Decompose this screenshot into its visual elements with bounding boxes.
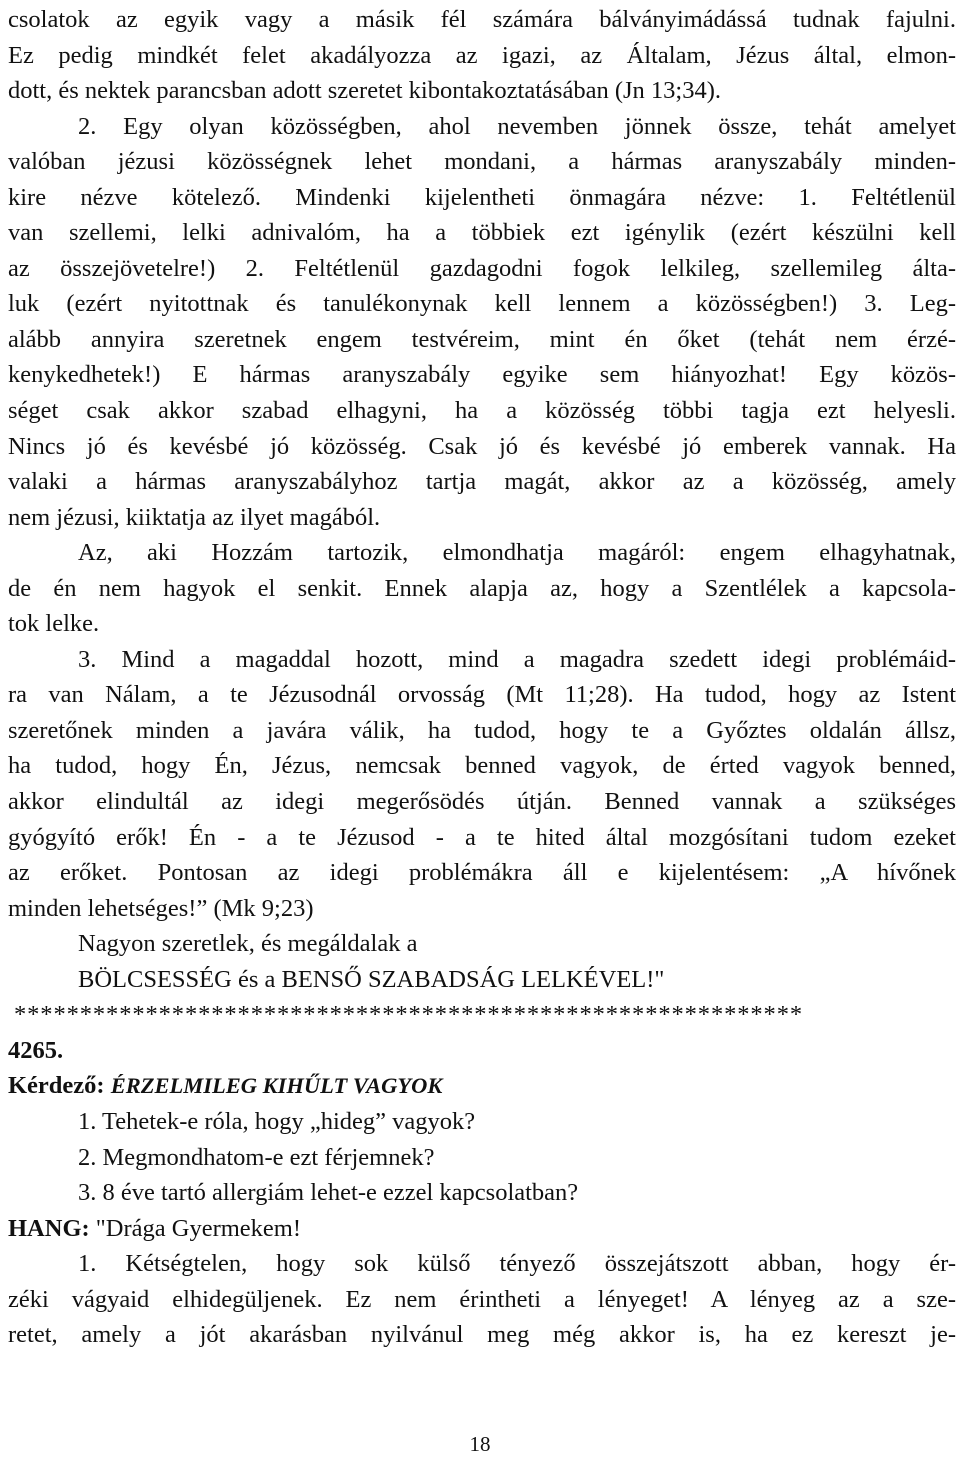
answer-label: HANG:	[8, 1214, 90, 1242]
body-line-9: luk (ezért nyitottnak és tanulékonynak kell lennem a közösségben!) 3. Leg-	[8, 290, 956, 318]
page-content	[8, 2, 956, 1353]
body-line-20: ra van Nálam, a te Jézusodnál orvosság (Mt 11;28). Ha tudod, hogy az Istent	[8, 681, 956, 709]
body-line-21: szeretőnek minden a javára válik, ha tudod, hogy te a Győztes oldalán állsz,	[8, 716, 956, 744]
body-line-11: kenykedhetek!) E hármas aranyszabály egyike sem hiányozhat! Egy közös-	[8, 361, 956, 389]
closing-line-1: Nagyon szeretlek, és megáldalak a	[78, 930, 418, 958]
page-number: 18	[469, 1432, 491, 1456]
body-line-2: Ez pedig mindkét felet akadályozza az igazi, az Általam, Jézus által, elmon-	[8, 41, 956, 69]
question-item-3: 3. 8 éve tartó allergiám lehet-e ezzel kapcsolatban?	[78, 1179, 579, 1207]
body-line-22: ha tudod, hogy Én, Jézus, nemcsak benned vagyok, de érted vagyok benned,	[8, 752, 956, 780]
question-item-1: 1. Tehetek-e róla, hogy „hideg” vagyok?	[78, 1107, 476, 1135]
answer-line-3: retet, amely a jót akarásban nyilvánul meg még akkor is, ha ez kereszt je-	[8, 1321, 956, 1349]
body-line-13: Nincs jó és kevésbé jó közösség. Csak jó és kevésbé jó emberek vannak. Ha	[8, 432, 956, 460]
question-label: Kérdező:	[8, 1072, 105, 1100]
answer-greeting: "Drága Gyermekem!	[95, 1214, 302, 1242]
body-line-5: valóban jézusi közösségnek lehet mondani, a hármas aranyszabály minden-	[8, 148, 956, 176]
answer-line-2: zéki vágyaid elhidegüljenek. Ez nem érintheti a lényeget! A lényeg az a sze-	[8, 1285, 956, 1313]
body-line-25: az erőket. Pontosan az idegi problémákra áll e kijelentésem: „A hívőnek	[8, 859, 956, 887]
question-item-2: 2. Megmondhatom-e ezt férjemnek?	[78, 1143, 435, 1171]
body-line-1: csolatok az egyik vagy a másik fél számára bálványimádássá tudnak fajulni.	[8, 6, 956, 33]
body-line-19: 3. Mind a magaddal hozott, mind a magadra szedett idegi problémáid-	[78, 645, 956, 673]
body-line-16: Az, aki Hozzám tartozik, elmondhatja magáról: engem elhagyhatnak,	[78, 539, 956, 567]
body-line-14: valaki a hármas aranyszabályhoz tartja magát, akkor az a közösség, amely	[8, 468, 956, 496]
message-number: 4265.	[8, 1036, 64, 1064]
body-line-6: kire nézve kötelező. Mindenki kijelentheti önmagára nézve: 1. Feltétlenül	[8, 183, 956, 211]
body-line-15: nem jézusi, kiiktatja az ilyet magából.	[8, 503, 381, 531]
body-line-24: gyógyító erők! Én - a te Jézusod - a te hited által mozgósítani tudom ezeket	[8, 823, 956, 851]
answer-heading	[8, 1211, 956, 1247]
closing-line-2: BÖLCSESSÉG és a BENSŐ SZABADSÁG LELKÉVEL!"	[78, 965, 665, 993]
body-line-23: akkor elindultál az idegi megerősödés útján. Benned vannak a szükséges	[8, 788, 956, 816]
body-line-8: az összejövetelre!) 2. Feltétlenül gazdagodni fogok lelkileg, szellemileg álta-	[8, 254, 956, 282]
question-title: ÉRZELMILEG KIHŰLT VAGYOK	[110, 1073, 443, 1099]
question-heading	[8, 1068, 956, 1104]
body-line-26: minden lehetséges!” (Mk 9;23)	[8, 894, 314, 922]
separator: ************************************************************	[14, 1001, 803, 1029]
body-line-3: dott, és nektek parancsban adott szeretet kibontakoztatásában (Jn 13;34).	[8, 77, 721, 105]
body-line-7: van szellemi, lelki adnivalóm, ha a többiek ezt igénylik (ezért készülni kell	[8, 219, 956, 247]
body-line-17: de én nem hagyok el senkit. Ennek alapja az, hogy a Szentlélek a kapcsola-	[8, 574, 956, 602]
body-line-18: tok lelke.	[8, 610, 100, 638]
answer-line-1: 1. Kétségtelen, hogy sok külső tényező összejátszott abban, hogy ér-	[78, 1250, 956, 1278]
body-line-4: 2. Egy olyan közösségben, ahol nevemben jönnek össze, tehát amelyet	[78, 112, 956, 140]
body-line-12: séget csak akkor szabad elhagyni, ha a közösség többi tagja ezt helyesli.	[8, 397, 956, 425]
body-line-10: alább annyira szeretnek engem testvéreim, mint én őket (tehát nem érzé-	[8, 325, 956, 353]
